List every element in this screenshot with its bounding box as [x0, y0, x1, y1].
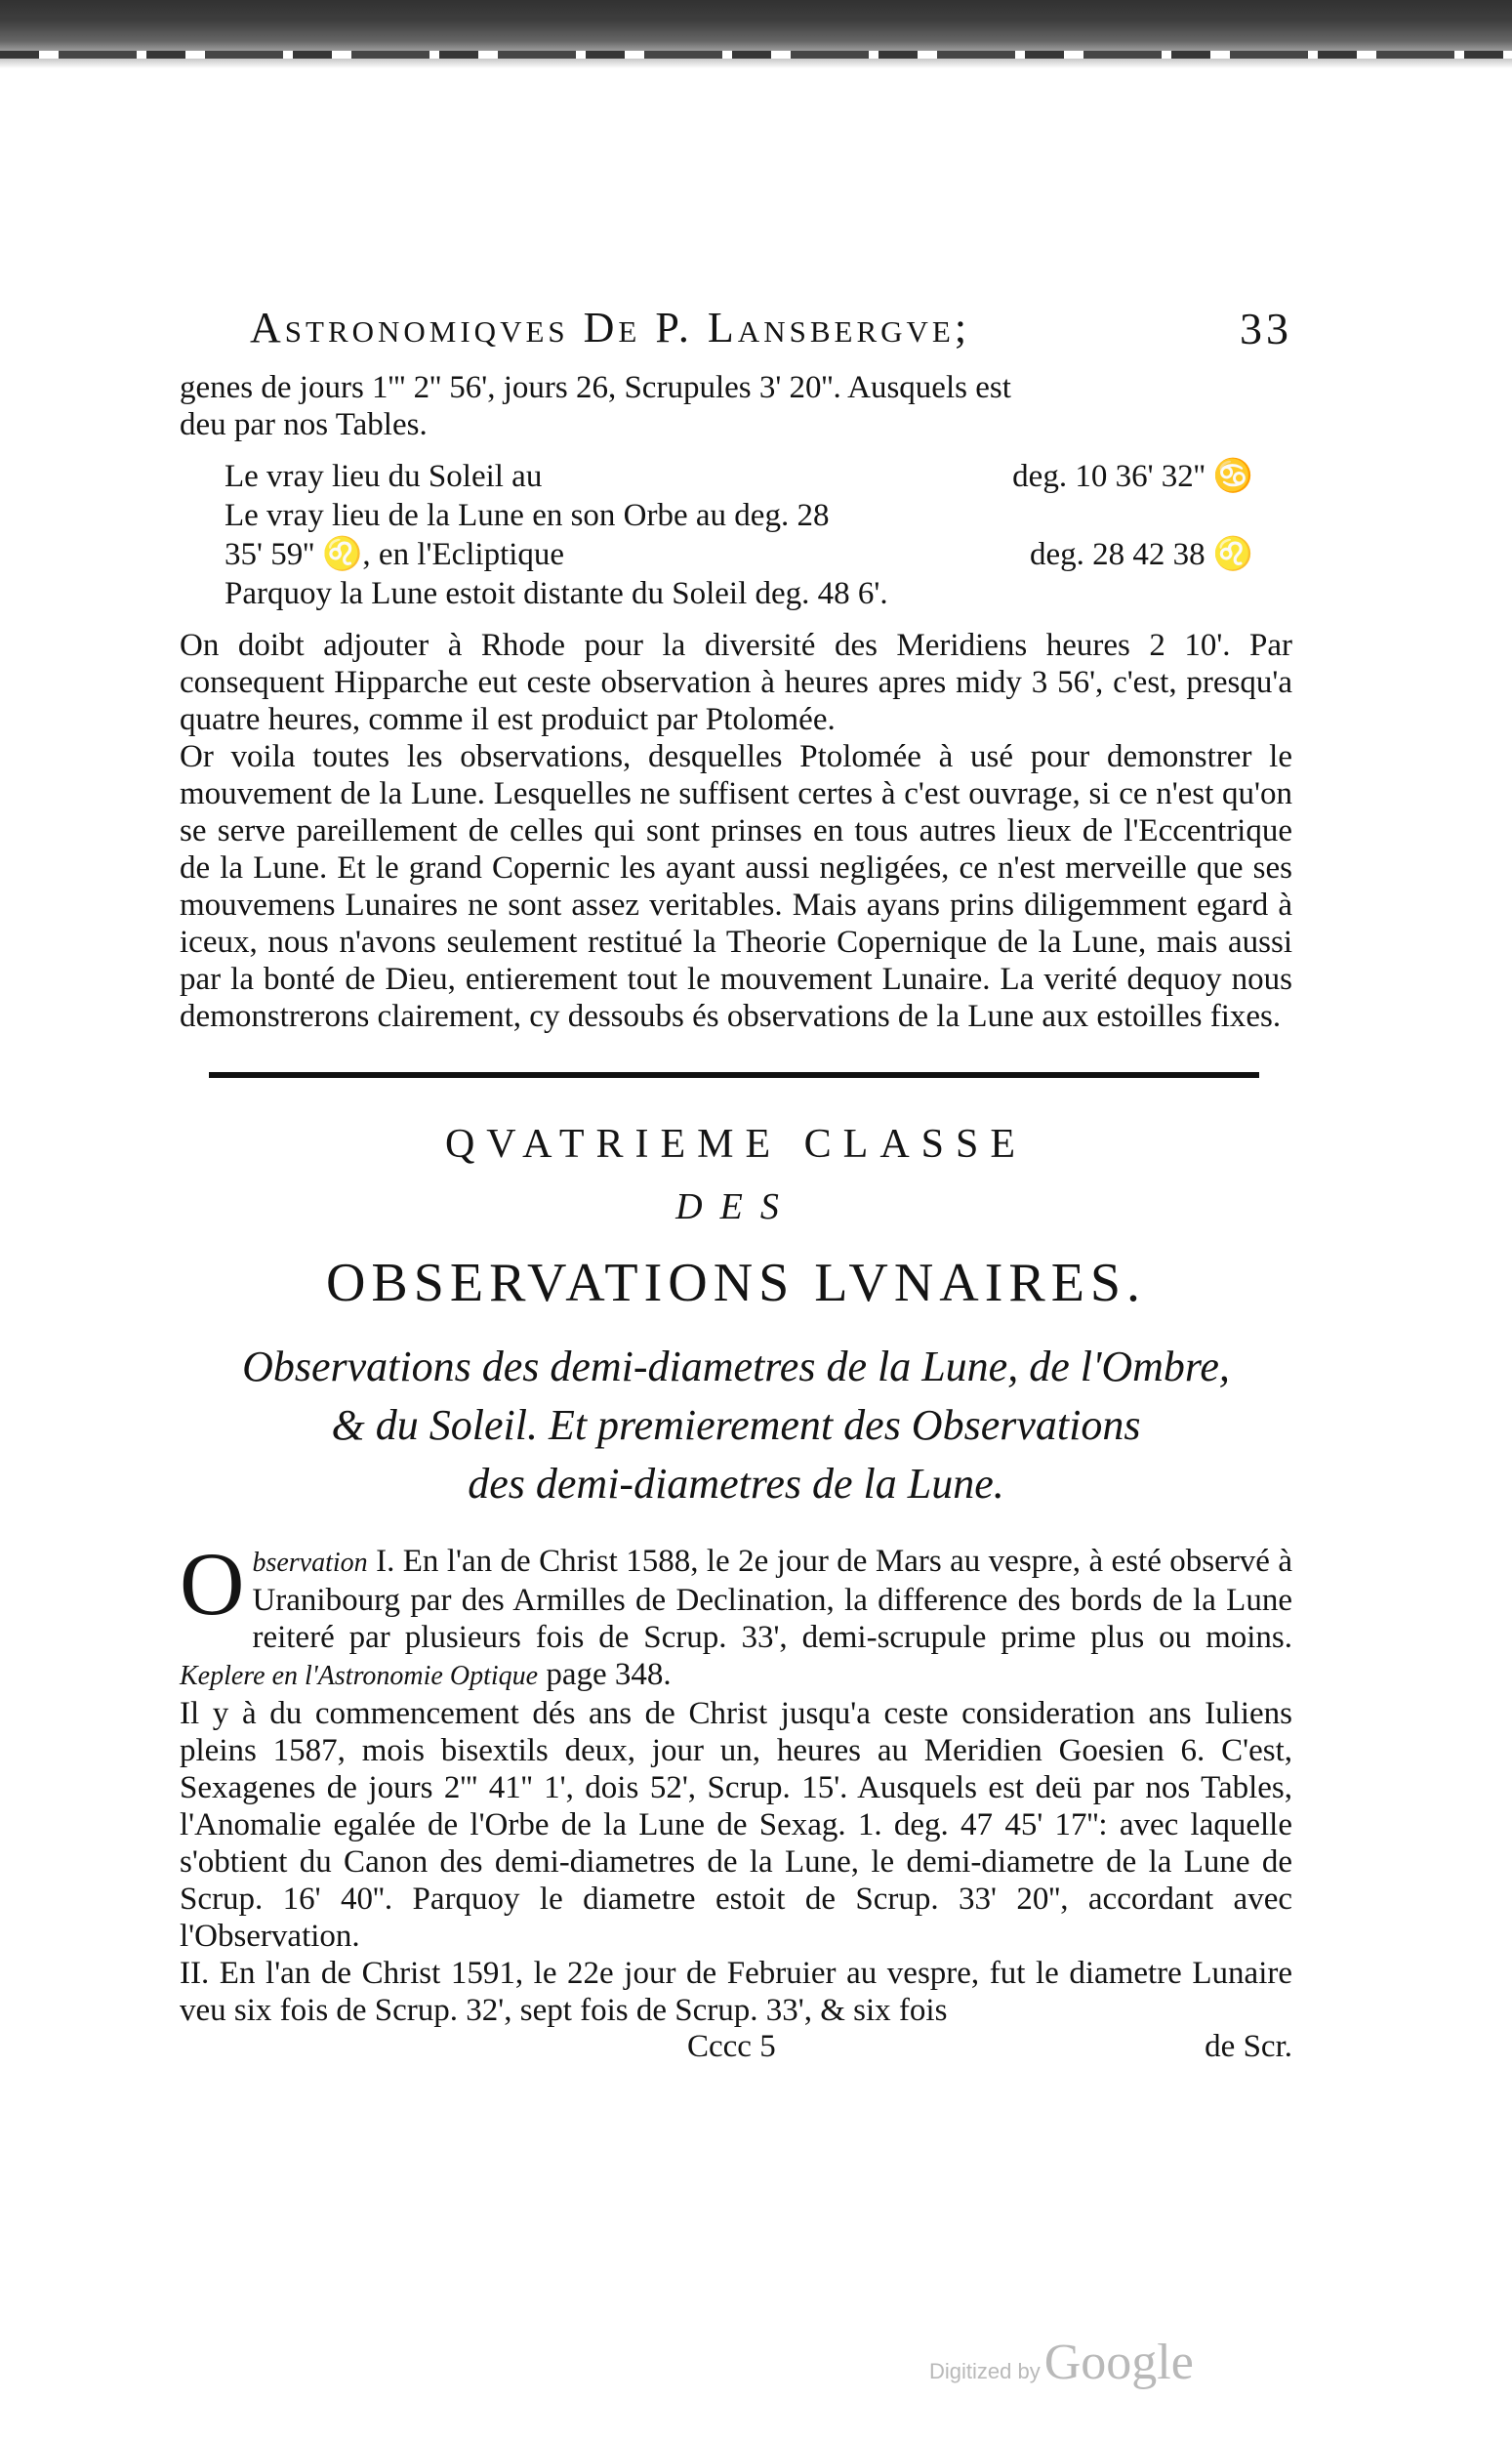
- table-row: [225, 574, 1292, 613]
- catchword: de Scr.: [1205, 2029, 1292, 2064]
- table-row: [225, 496, 1292, 535]
- table-cell: Le vray lieu de la Lune en son Orbe au deg. 28: [225, 498, 830, 533]
- class-heading: QVATRIEME CLASSE: [444, 1122, 1028, 1167]
- drop-cap: O: [180, 1534, 245, 1634]
- signature-mark: Cccc 5: [687, 2029, 776, 2064]
- signature-line: [180, 2029, 1292, 2074]
- observation-text: I. En l'an de Christ 1588, le 2e jour de Mars au vespre, à esté observé à Uranibourg par des Armilles de Declination, la difference des bords de la Lune reiteré par plusieurs fois de Scrup. 33', demi-scrupule prime plus ou moins.: [252, 1544, 1292, 1655]
- reference-page: page 348.: [538, 1657, 672, 1692]
- table-cell: deg. 10 36' 32'' ♋: [1012, 459, 1253, 494]
- table-row: [225, 457, 1292, 496]
- scan-edge-artifact: [0, 0, 1512, 68]
- class-heading-main: OBSERVATIONS LVNAIRES.: [325, 1253, 1147, 1313]
- intro-line-2: deu par nos Tables.: [180, 407, 428, 442]
- running-header: [180, 293, 1292, 369]
- page-number: 33: [1240, 304, 1292, 353]
- paragraph-computation: Il y à du commencement dés ans de Christ jusqu'a ceste consideration ans Iuliens pleins 1587, mois bisextils deux, jour un, heures au Meridien Goesien 6. C'est, Sexagenes de jours 2''' 41'' 1', dois 52', Scrup. 15'. Ausquels est deü par nos Tables, l'Anomalie egalée de l'Orbe de la Lune de Sexag. 1. deg. 47 45' 17'': avec laquelle s'obtient du Canon des demi-diametres de la Lune, le demi-diametre de la Lune de Scrup. 16' 40''. Parquoy le diametre estoit de Scrup. 33' 20'', accordant avec l'Observation.: [180, 1696, 1292, 1954]
- google-logo: Google: [1043, 2335, 1194, 2390]
- paragraph-observations: Or voila toutes les observations, desquelles Ptolomée à usé pour demonstrer le mouvement de la Lune. Lesquelles ne suffisent certes à c'est ouvrage, si ce n'est qu'on se serve pareillement de celles qui sont prinses en tous autres lieux de l'Eccentrique de la Lune. Et le grand Copernic les ayant aussi negligées, ce n'est merveille que ses mouvemens Lunaires ne sont assez veritables. Mais ayans prins diligemment egard à iceux, nous n'avons seulement restitué la Theorie Copernique de la Lune, mais aussi par la bonté de Dieu, entierement tout le mouvement Lunaire. La verité dequoy nous demonstrerons clairement, cy dessoubs és observations de la Lune aux estoilles fixes.: [180, 739, 1292, 1034]
- divider-rule: [209, 1072, 1259, 1078]
- position-table: [225, 457, 1292, 613]
- watermark-label: Digitized by: [929, 2359, 1041, 2383]
- class-heading-des: DES: [675, 1186, 797, 1227]
- table-cell: 35' 59'' ♌, en l'Ecliptique: [225, 537, 565, 572]
- table-cell: Le vray lieu du Soleil au: [225, 459, 543, 494]
- table-row: [225, 535, 1292, 574]
- running-title: Astronomiqves De P. Lansbergve;: [250, 304, 971, 352]
- observation-lead: bservation: [252, 1548, 368, 1578]
- observation-1: [180, 1534, 1292, 1695]
- book-page: [180, 293, 1292, 2074]
- intro-line-1: genes de jours 1''' 2'' 56', jours 26, Scrupules 3' 20''. Ausquels est: [180, 370, 1011, 405]
- table-cell: Parquoy la Lune estoit distante du Soleil deg. 48 6'.: [225, 576, 888, 611]
- subtitle-line: & du Soleil. Et premierement des Observations: [331, 1401, 1141, 1449]
- table-cell: deg. 28 42 38 ♌: [1030, 537, 1253, 572]
- reference-kepler: Keplere en l'Astronomie Optique: [180, 1661, 539, 1691]
- subtitle-line: des demi-diametres de la Lune.: [468, 1460, 1004, 1508]
- section-subtitle: [180, 1338, 1292, 1513]
- paragraph-observation-2: II. En l'an de Christ 1591, le 22e jour de Februier au vespre, fut le diametre Lunaire veu six fois de Scrup. 32', sept fois de Scrup. 33', & six fois: [180, 1956, 1292, 2028]
- digitized-watermark: [929, 2334, 1194, 2391]
- paragraph-rhode: On doibt adjouter à Rhode pour la diversité des Meridiens heures 2 10'. Par consequent Hipparche eut ceste observation à heures apres midy 3 56', c'est, presqu'a quatre heures, comme il est produict par Ptolomée.: [180, 628, 1292, 737]
- subtitle-line: Observations des demi-diametres de la Lune, de l'Ombre,: [242, 1343, 1230, 1390]
